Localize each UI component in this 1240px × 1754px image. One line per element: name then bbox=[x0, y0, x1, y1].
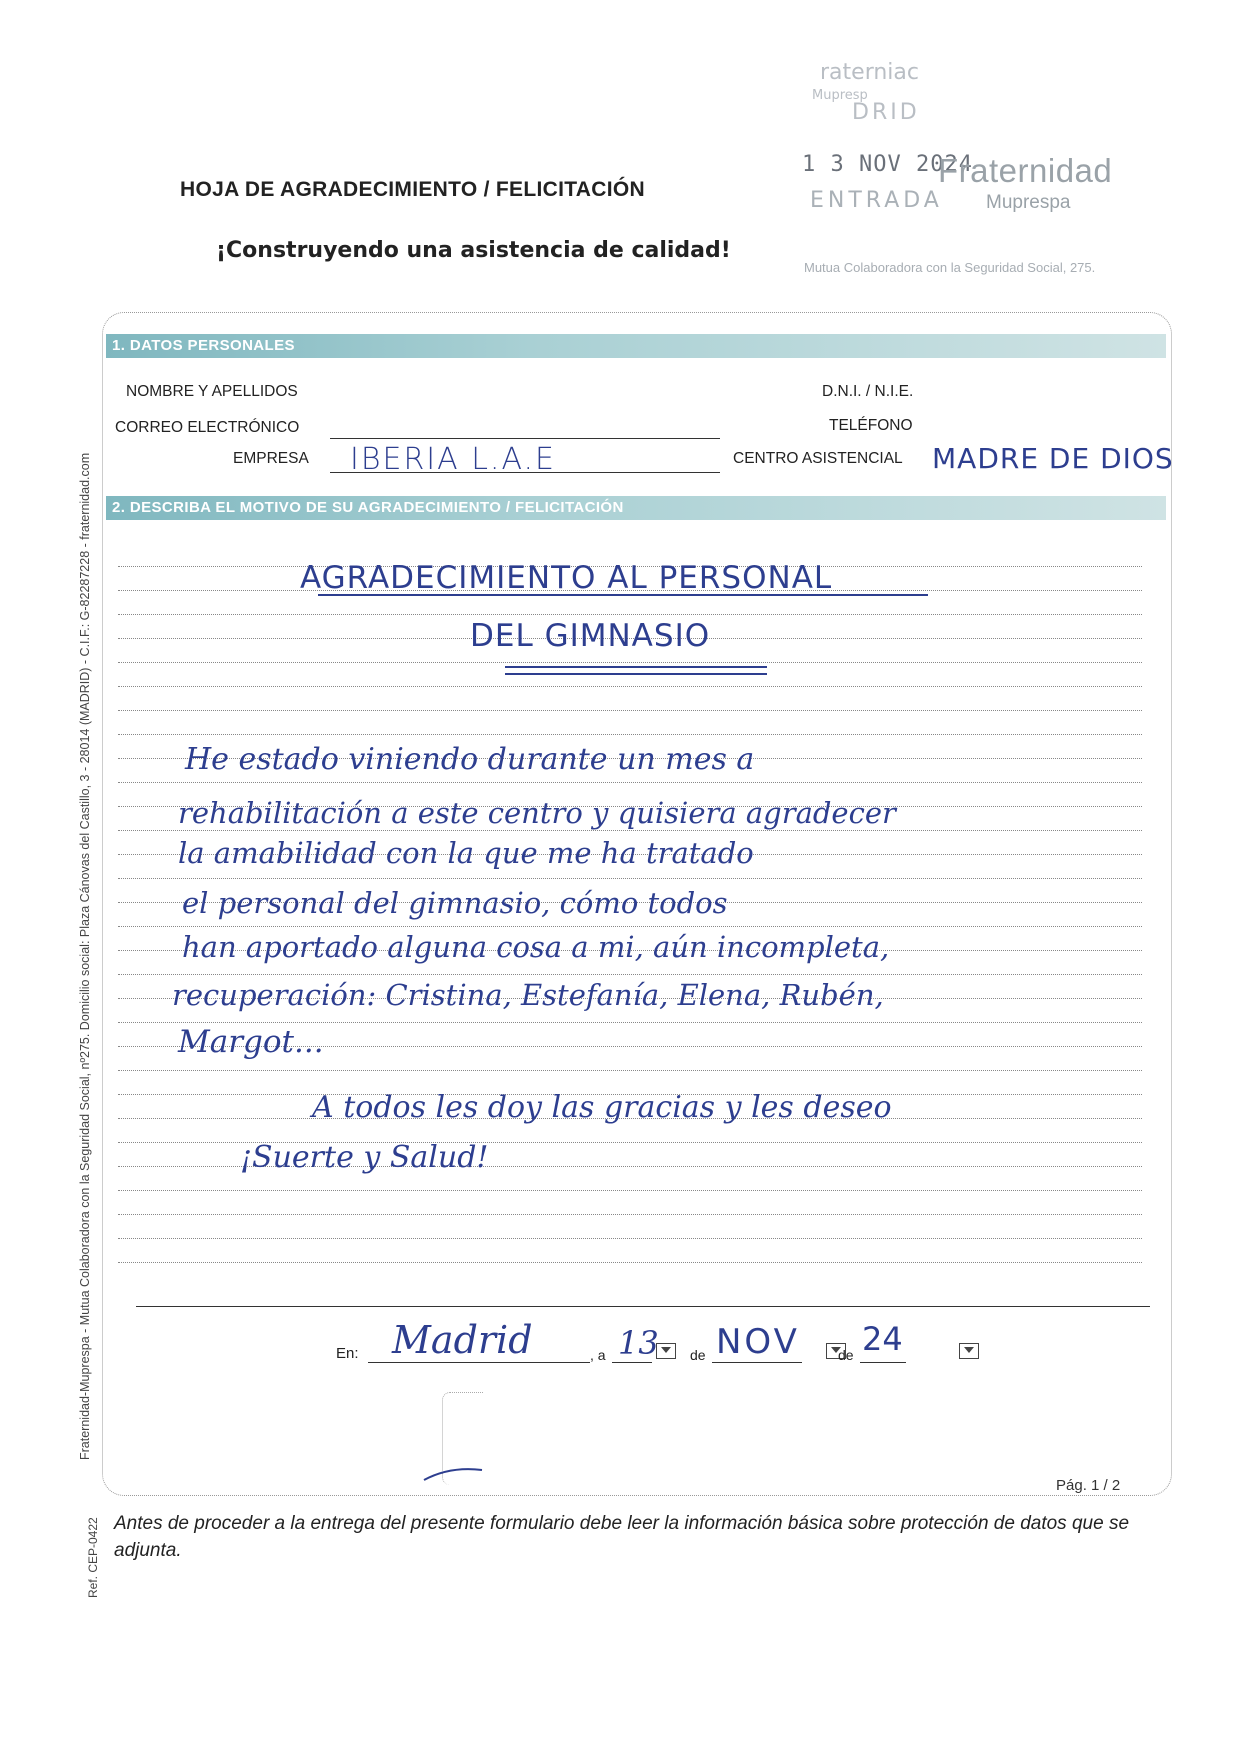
centro-label: CENTRO ASISTENCIAL bbox=[733, 450, 903, 467]
city-field[interactable] bbox=[368, 1362, 590, 1363]
year-field[interactable] bbox=[860, 1362, 906, 1363]
ruled-line bbox=[118, 1214, 1142, 1215]
form-title: HOJA DE AGRADECIMIENTO / FELICITACIÓN bbox=[180, 178, 645, 201]
message-heading-1: AGRADECIMIENTO AL PERSONAL bbox=[300, 560, 833, 596]
month-field[interactable] bbox=[712, 1362, 802, 1363]
ruled-line bbox=[118, 614, 1142, 615]
heading-underline bbox=[318, 594, 928, 596]
reference-code: Ref. CEP-0422 bbox=[86, 1517, 100, 1598]
ruled-line bbox=[118, 1238, 1142, 1239]
ruled-line bbox=[118, 974, 1142, 975]
message-line: recuperación: Cristina, Estefanía, Elena, Rubén, bbox=[172, 978, 884, 1012]
year-dropdown-icon[interactable] bbox=[959, 1343, 979, 1359]
de-label: de bbox=[838, 1347, 854, 1363]
message-line: rehabilitación a este centro y quisiera agradecer bbox=[178, 796, 896, 830]
a-label: , a bbox=[590, 1347, 606, 1363]
ruled-line bbox=[118, 686, 1142, 687]
correo-label: CORREO ELECTRÓNICO bbox=[115, 419, 300, 436]
correo-field[interactable] bbox=[330, 438, 720, 439]
ruled-line bbox=[118, 926, 1142, 927]
ruled-line bbox=[118, 1022, 1142, 1023]
empresa-label: EMPRESA bbox=[233, 450, 309, 467]
message-line: He estado viniendo durante un mes a bbox=[185, 742, 755, 777]
message-heading-2: DEL GIMNASIO bbox=[470, 618, 711, 654]
message-line: han aportado alguna cosa a mi, aún incompleta, bbox=[182, 930, 890, 964]
day-field[interactable] bbox=[612, 1362, 652, 1363]
dni-label: D.N.I. / N.I.E. bbox=[822, 383, 914, 400]
brand-tagline: Mutua Colaboradora con la Seguridad Social, 275. bbox=[804, 260, 1096, 275]
stamp-entry: ENTRADA bbox=[810, 188, 943, 213]
message-line: ¡Suerte y Salud! bbox=[240, 1140, 489, 1175]
data-protection-notice: Antes de proceder a la entrega del presente formulario debe leer la información básica sobre protección de datos que se adjunta. bbox=[114, 1513, 1130, 1561]
day-value: 13 bbox=[618, 1324, 659, 1362]
ruled-line bbox=[118, 1190, 1142, 1191]
section-reason-title: 2. DESCRIBA EL MOTIVO DE SU AGRADECIMIENTO / FELICITACIÓN bbox=[112, 499, 624, 516]
stamp-ghost-text: Mupresp bbox=[812, 88, 868, 103]
telefono-label: TELÉFONO bbox=[829, 417, 913, 434]
empresa-value: IBERIA L.A.E bbox=[350, 442, 556, 477]
page-number: Pág. 1 / 2 bbox=[1056, 1477, 1121, 1494]
brand-sub: Muprespa bbox=[986, 192, 1071, 213]
day-dropdown-icon[interactable] bbox=[656, 1343, 676, 1359]
ruled-line bbox=[118, 662, 1142, 663]
section-personal-header bbox=[106, 334, 1166, 358]
ruled-line bbox=[118, 710, 1142, 711]
city-value: Madrid bbox=[392, 1318, 533, 1362]
heading-underline bbox=[505, 673, 767, 675]
month-value: NOV bbox=[716, 1322, 800, 1362]
ruled-line bbox=[118, 1262, 1142, 1263]
message-line: Margot... bbox=[178, 1024, 324, 1060]
ruled-line bbox=[118, 878, 1142, 879]
nombre-label: NOMBRE Y APELLIDOS bbox=[126, 383, 298, 400]
side-legal-text: Fraternidad-Muprespa - Mutua Colaboradora con la Seguridad Social, nº275. Domicilio social: Plaza Cánovas del Castillo, 3 - 28014 (MADRID) - C.I.F.: G-82287228 - fraternidad.com bbox=[78, 452, 92, 1460]
centro-value: MADRE DE DIOS bbox=[932, 442, 1174, 475]
en-label: En: bbox=[336, 1345, 359, 1362]
year-value: 24 bbox=[862, 1320, 903, 1358]
section-bottom-line bbox=[136, 1306, 1150, 1307]
ruled-line bbox=[118, 782, 1142, 783]
stamp-ghost-text: raterniac bbox=[820, 60, 919, 85]
stamp-date: 1 3 NOV 2024 bbox=[802, 152, 973, 177]
stamp-ghost-text: DRID bbox=[852, 100, 920, 125]
form-subtitle: ¡Construyendo una asistencia de calidad! bbox=[216, 238, 731, 263]
message-line: el personal del gimnasio, cómo todos bbox=[182, 886, 728, 920]
section-personal-title: 1. DATOS PERSONALES bbox=[112, 337, 295, 354]
section-reason-header bbox=[106, 496, 1166, 520]
reception-stamp bbox=[790, 60, 1190, 280]
heading-underline bbox=[505, 666, 767, 668]
brand-name: Fraternidad bbox=[938, 152, 1113, 189]
signature-scribble bbox=[420, 1460, 490, 1486]
ruled-line bbox=[118, 830, 1142, 831]
de-label: de bbox=[690, 1347, 706, 1363]
message-line: A todos les doy las gracias y les deseo bbox=[312, 1090, 892, 1125]
message-line: la amabilidad con la que me ha tratado bbox=[178, 836, 754, 870]
ruled-line bbox=[118, 734, 1142, 735]
ruled-line bbox=[118, 1070, 1142, 1071]
